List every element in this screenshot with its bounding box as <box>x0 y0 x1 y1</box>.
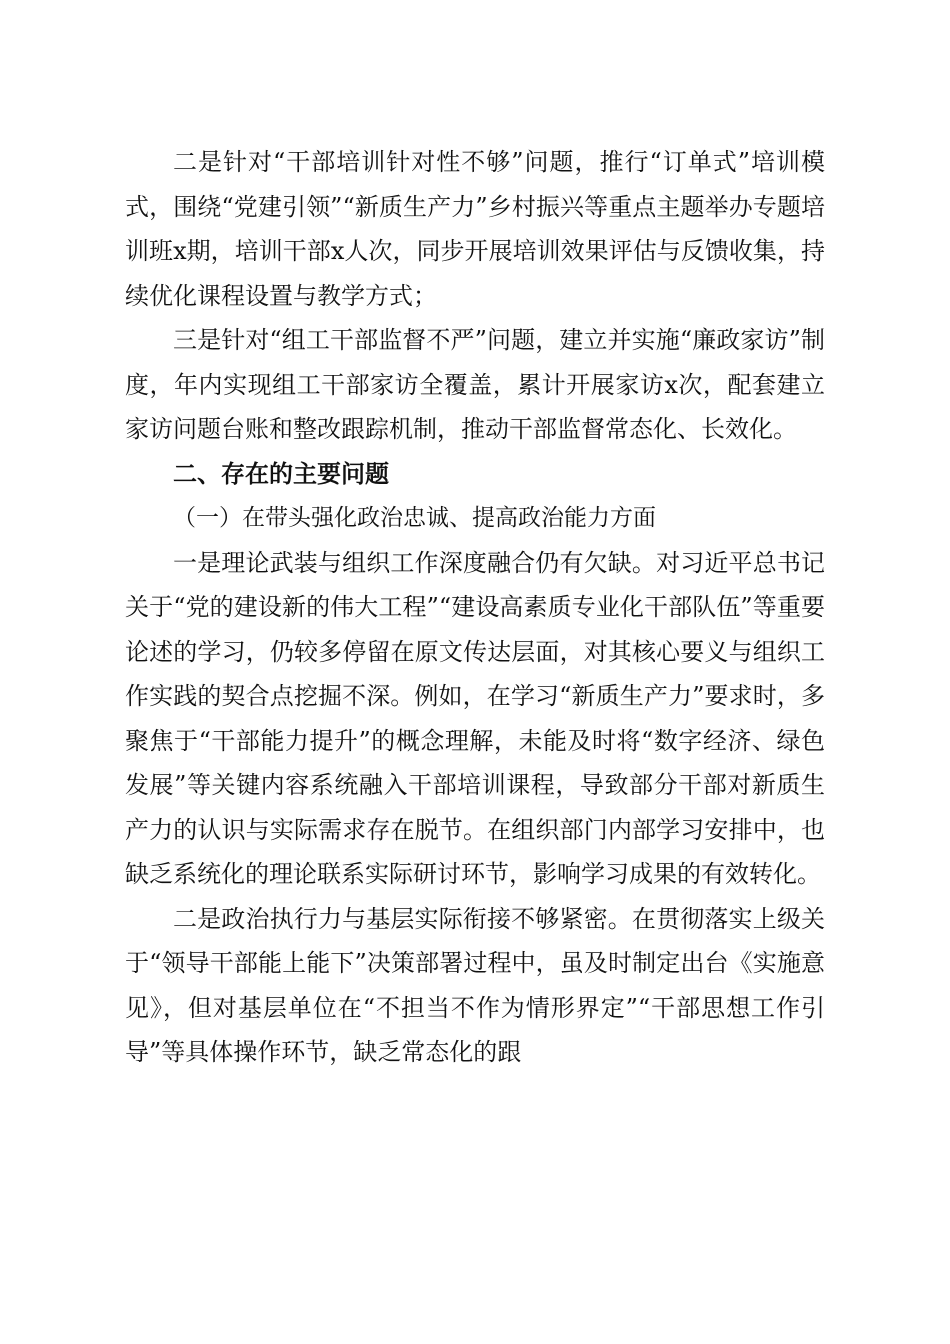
paragraph-supervision: 三是针对“组工干部监督不严”问题，建立并实施“廉政家访”制度，年内实现组工干部家访全覆盖，累计开展家访x次，配套建立家访问题台账和整改跟踪机制，推动干部监督常态化、长效化。 <box>125 326 825 443</box>
document-body <box>125 140 825 1075</box>
paragraph-theory: 一是理论武装与组织工作深度融合仍有欠缺。对习近平总书记关于“党的建设新的伟大工程”“建设高素质专业化干部队伍”等重要论述的学习，仍较多停留在原文传达层面，对其核心要义与组织工作实践的契合点挖掘不深。例如，在学习“新质生产力”要求时，多聚焦于“干部能力提升”的概念理解，未能及时将“数字经济、绿色发展”等关键内容系统融入干部培训课程，导致部分干部对新质生产力的认识与实际需求存在脱节。在组织部门内部学习安排中，也缺乏系统化的理论联系实际研讨环节，影响学习成果的有效转化。 <box>125 548 825 888</box>
section-heading: 二、存在的主要问题 <box>173 459 389 488</box>
subsection-heading: （一）在带头强化政治忠诚、提高政治能力方面 <box>173 505 656 531</box>
paragraph-training: 二是针对“干部培训针对性不够”问题，推行“订单式”培训模式，围绕“党建引领”“新质生产力”乡村振兴等重点主题举办专题培训班x期，培训干部x人次，同步开展培训效果评估与反馈收集，持续优化课程设置与教学方式； <box>125 148 825 310</box>
paragraph-execution: 二是政治执行力与基层实际衔接不够紧密。在贯彻落实上级关于“领导干部能上能下”决策部署过程中，虽及时制定出台《实施意见》，但对基层单位在“不担当不作为情形界定”“干部思想工作引导”等具体操作环节，缺乏常态化的跟 <box>125 904 825 1066</box>
